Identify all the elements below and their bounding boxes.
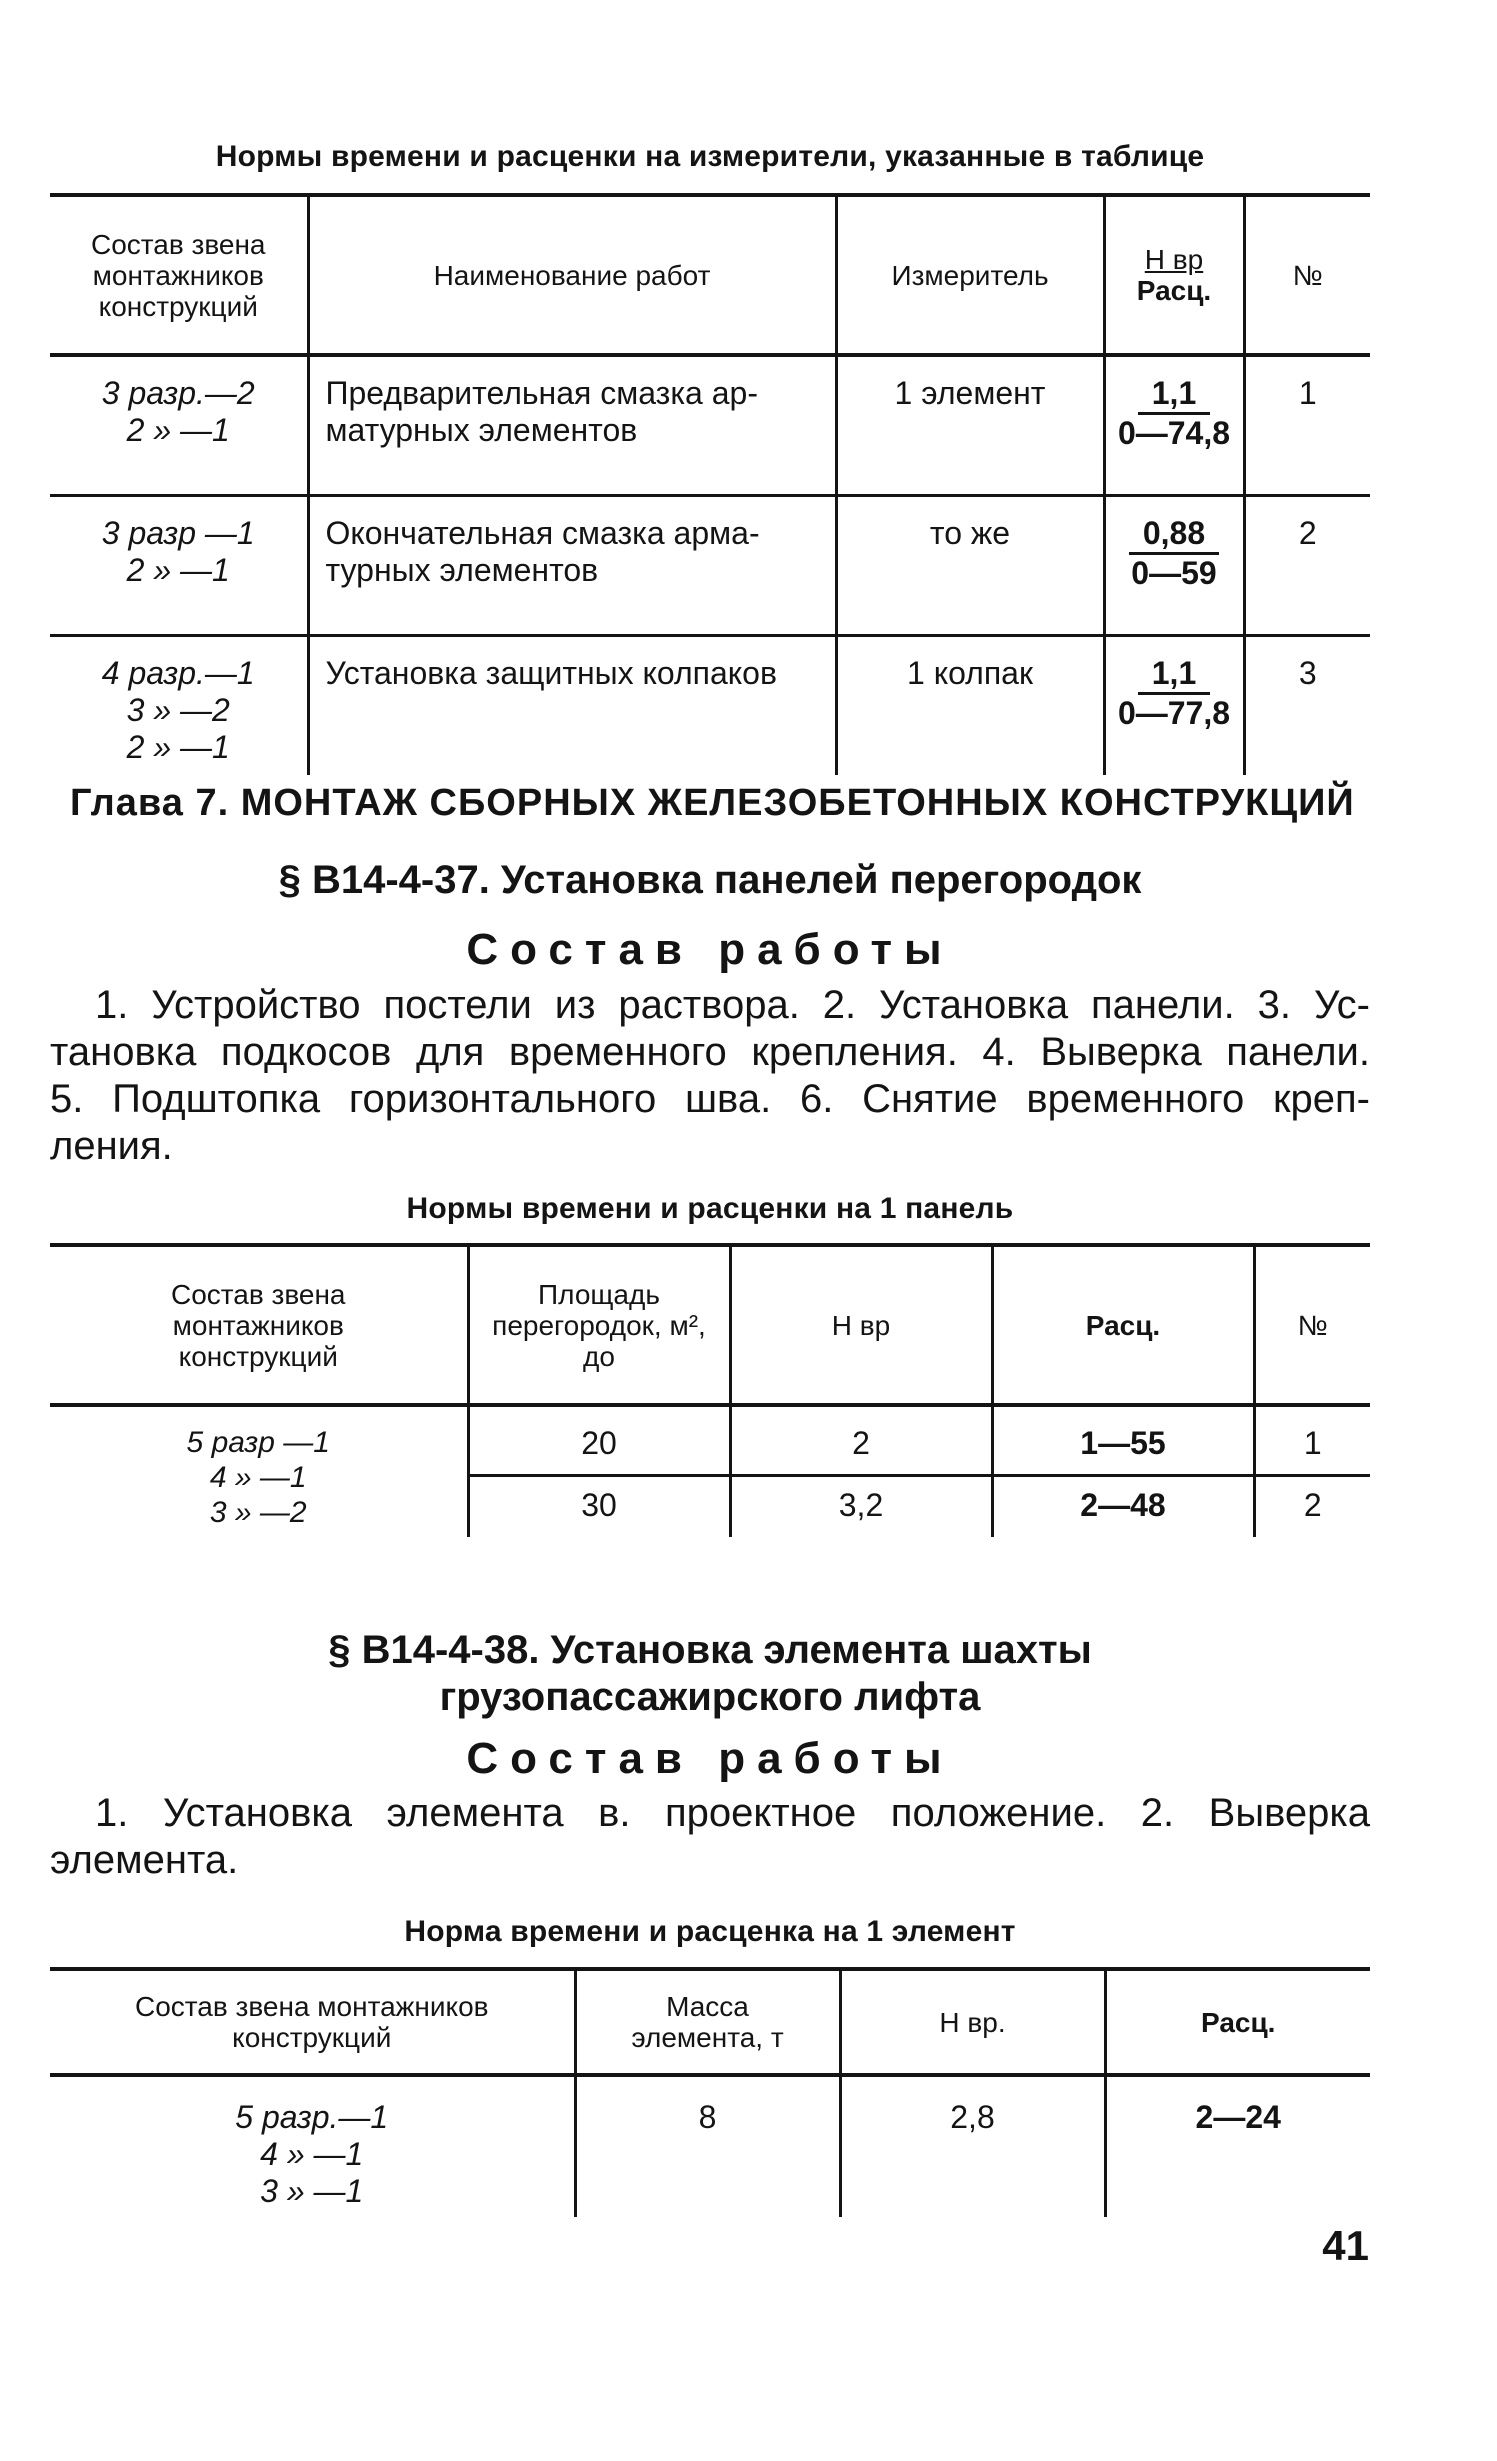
crew-line: 5 разр —1 xyxy=(186,1426,330,1459)
crew-line: 5 разр.—1 xyxy=(235,2099,389,2135)
table3-header-crew: Состав звена монтажников конструкций xyxy=(50,1969,575,2075)
table-row xyxy=(50,2075,1370,2217)
table3-header-hvr: Н вр. xyxy=(840,1969,1105,2075)
crew-line: 2 » —1 xyxy=(126,551,230,588)
section37-sostav: Состав работы xyxy=(466,925,954,974)
text-line: ления. xyxy=(50,1124,173,1168)
crew-line: 2 » —1 xyxy=(126,728,230,765)
table2-caption: Нормы времени и расценки на 1 панель xyxy=(406,1192,1014,1225)
crew-line: 4 » —1 xyxy=(209,1461,307,1494)
num-cell: 2 xyxy=(1254,1475,1370,1537)
page-number: 41 xyxy=(1322,2222,1369,2269)
table2-header-area: Площадь перегородок, м², до xyxy=(468,1245,730,1405)
crew-line: 4 » —1 xyxy=(260,2136,364,2172)
norm-cell xyxy=(1104,635,1244,775)
text-line: 1. Устройство постели из раствора. 2. Установка панели. 3. Ус- xyxy=(95,983,1370,1027)
section38-sostav: Состав работы xyxy=(466,1734,954,1783)
crew-cell xyxy=(50,635,308,775)
rasc-cell: 2—24 xyxy=(1105,2075,1370,2217)
chapter-title: Глава 7. МОНТАЖ СБОРНЫХ ЖЕЛЕЗОБЕТОННЫХ КОНСТРУКЦИЙ xyxy=(70,782,1355,824)
table2-header-crew: Состав звена монтажников конструкций xyxy=(50,1245,468,1405)
hvr-value: 0,88 xyxy=(1129,515,1219,555)
crew-cell xyxy=(50,495,308,635)
table1 xyxy=(50,193,1370,775)
table2 xyxy=(50,1243,1370,1537)
rasc-value: 0—77,8 xyxy=(1117,694,1231,731)
table-row xyxy=(50,495,1370,635)
table1-header-norm-bottom: Расц. xyxy=(1136,275,1212,306)
crew-line: 3 разр.—2 xyxy=(101,375,255,411)
mass-cell: 8 xyxy=(575,2075,840,2217)
table1-caption: Нормы времени и расценки на измерители, указанные в таблице xyxy=(215,140,1205,173)
crew-cell xyxy=(50,2075,575,2217)
crew-line: 3 разр —1 xyxy=(101,514,255,551)
table1-header-crew: Состав звена монтажников конструкций xyxy=(50,195,308,355)
work-line: Установка защитных колпаков xyxy=(325,654,777,691)
section38-text xyxy=(50,1790,1370,1884)
num-cell: 1 xyxy=(1254,1405,1370,1475)
num-cell: 1 xyxy=(1244,355,1370,495)
num-cell: 2 xyxy=(1244,495,1370,635)
table3-header-rasc: Расц. xyxy=(1105,1969,1370,2075)
crew-line: 2 » —1 xyxy=(126,412,230,448)
rasc-cell: 1—55 xyxy=(992,1405,1254,1475)
table-row xyxy=(50,355,1370,495)
norm-cell xyxy=(1104,355,1244,495)
rasc-cell: 2—48 xyxy=(992,1475,1254,1537)
work-cell xyxy=(308,355,836,495)
section38-title-line1: § В14-4-38. Установка элемента шахты xyxy=(328,1628,1092,1672)
crew-cell xyxy=(50,355,308,495)
table-row xyxy=(50,635,1370,775)
unit-cell: 1 колпак xyxy=(836,635,1104,775)
table1-header-unit: Измеритель xyxy=(836,195,1104,355)
table3-header-row xyxy=(50,1969,1370,2075)
text-line: тановка подкосов для временного крепления. 4. Выверка панели. xyxy=(50,1030,1370,1074)
crew-line: 3 » —1 xyxy=(260,2173,364,2209)
section38-title-line2: грузопассажирского лифта xyxy=(439,1675,981,1719)
hvr-cell: 2 xyxy=(730,1405,992,1475)
text-line: элемента. xyxy=(50,1838,239,1882)
norm-cell xyxy=(1104,495,1244,635)
section37-title: § В14-4-37. Установка панелей перегородок xyxy=(278,858,1142,902)
table2-header-row xyxy=(50,1245,1370,1405)
hvr-cell: 2,8 xyxy=(840,2075,1105,2217)
crew-line: 3 » —2 xyxy=(126,691,230,728)
work-line: Предварительная смазка ар- xyxy=(325,375,758,411)
table2-header-num: № xyxy=(1254,1245,1370,1405)
table1-header-work: Наименование работ xyxy=(308,195,836,355)
hvr-value: 1,1 xyxy=(1138,655,1210,695)
work-line: Окончательная смазка арма- xyxy=(325,514,760,551)
crew-line: 3 » —2 xyxy=(209,1496,307,1529)
text-line: 1. Установка элемента в. проектное положение. 2. Выверка xyxy=(95,1791,1370,1835)
rasc-value: 0—59 xyxy=(1131,554,1217,591)
num-cell: 3 xyxy=(1244,635,1370,775)
table1-header-norm xyxy=(1104,195,1244,355)
table-row xyxy=(50,1405,1370,1475)
table2-header-hvr: Н вр xyxy=(730,1245,992,1405)
rasc-value: 0—74,8 xyxy=(1117,415,1231,451)
table3 xyxy=(50,1967,1370,2217)
table1-header-norm-top: Н вр xyxy=(1144,244,1204,275)
unit-cell: то же xyxy=(836,495,1104,635)
table3-header-mass: Масса элемента, т xyxy=(575,1969,840,2075)
work-cell xyxy=(308,495,836,635)
area-cell: 30 xyxy=(468,1475,730,1537)
text-line: 5. Подштопка горизонтального шва. 6. Снятие временного креп- xyxy=(50,1077,1370,1121)
crew-line: 4 разр.—1 xyxy=(101,654,255,691)
crew-cell xyxy=(50,1405,468,1537)
hvr-cell: 3,2 xyxy=(730,1475,992,1537)
table1-header-row xyxy=(50,195,1370,355)
table2-header-rasc: Расц. xyxy=(992,1245,1254,1405)
work-line: матурных элементов xyxy=(325,412,638,448)
unit-cell: 1 элемент xyxy=(836,355,1104,495)
section37-text xyxy=(50,982,1370,1170)
work-cell xyxy=(308,635,836,775)
area-cell: 20 xyxy=(468,1405,730,1475)
work-line: турных элементов xyxy=(325,551,599,588)
hvr-value: 1,1 xyxy=(1138,375,1210,415)
table3-caption: Норма времени и расценка на 1 элемент xyxy=(404,1915,1016,1948)
table1-header-num: № xyxy=(1244,195,1370,355)
